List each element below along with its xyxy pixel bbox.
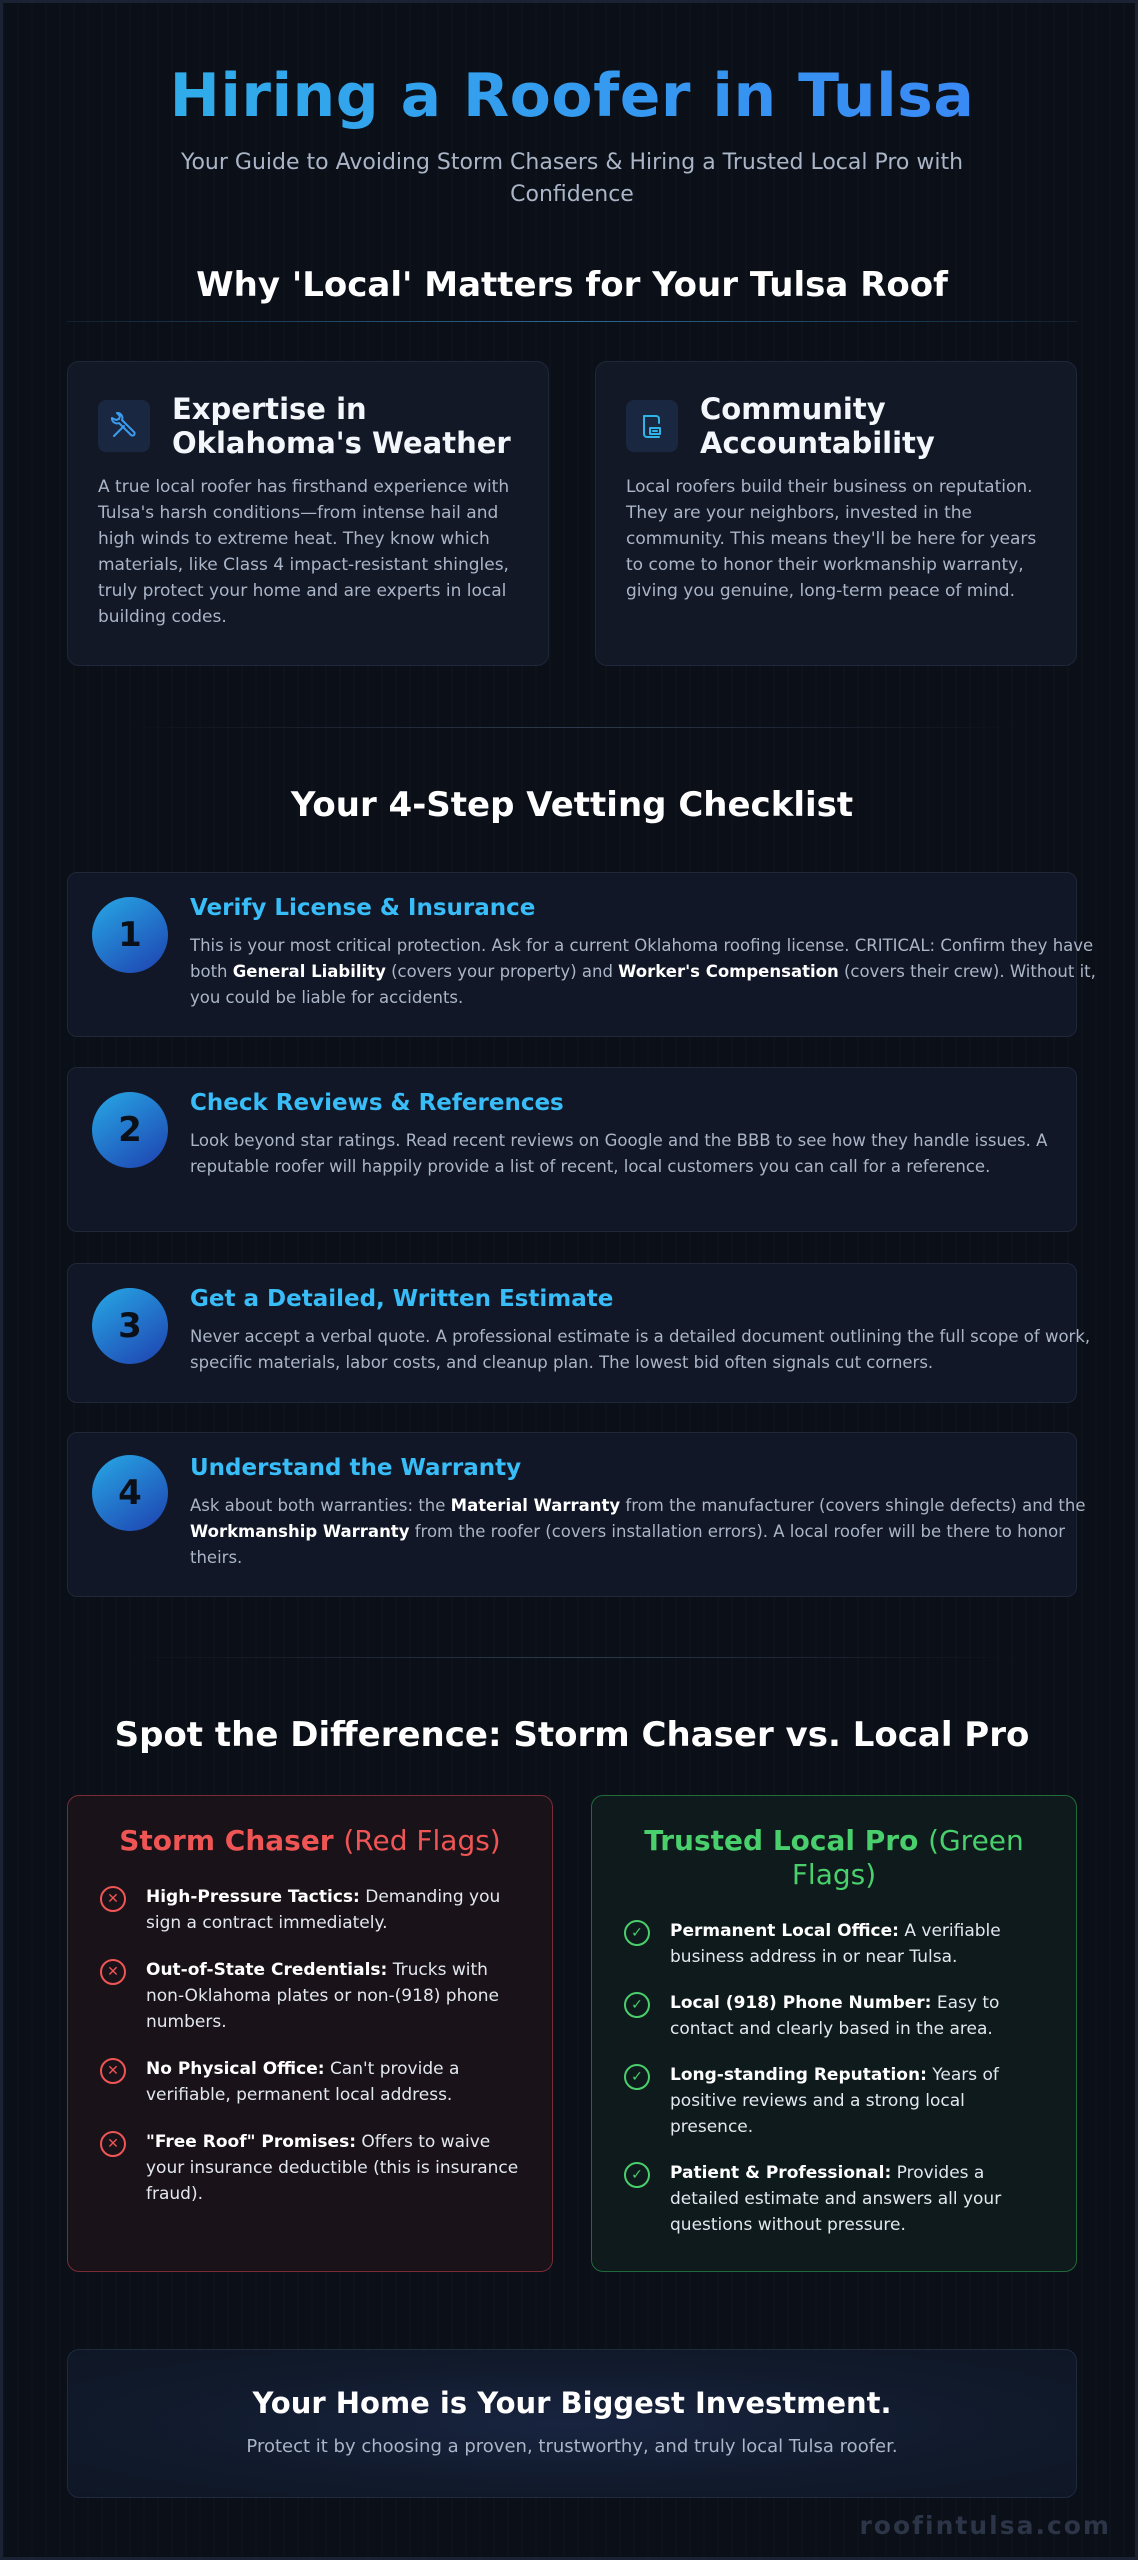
page-subtitle: Your Guide to Avoiding Storm Chasers & Hiring a Trusted Local Pro with Confidence xyxy=(180,150,964,207)
step-title: Verify License & Insurance xyxy=(190,895,536,921)
step-text: Ask about both warranties: the Material Warranty from the manufacturer (covers shingle defects) and the Workmanship Warranty from the roofer (covers installation errors). A local roofer will be there to honor theirs. xyxy=(190,1496,1086,1567)
section-separator xyxy=(123,727,1021,728)
step-card-3 xyxy=(67,1263,1091,1403)
cta-box xyxy=(67,2349,1077,2498)
footer-brand: roofintulsa.com xyxy=(859,2511,1111,2540)
check-circle-icon: ✓ xyxy=(624,1920,650,1946)
local-pro-title: Trusted Local Pro (Green Flags) xyxy=(644,1824,1024,1891)
local-pro-panel: Trusted Local Pro (Green Flags) ✓ Permanent Local Office: A verifiable business address in or near Tulsa. ✓ Local (918) Phone Number: Easy to contact and clearly based in the area. ✓ Long-standing Reputation: Years of positive reviews and a strong local presence. ✓ Patient & Professional: Provides a detailed estimate and answers all your questions without pressure. xyxy=(591,1795,1077,2272)
local-section-title: Why 'Local' Matters for Your Tulsa Roof xyxy=(196,265,948,305)
storm-chaser-title: Storm Chaser (Red Flags) xyxy=(119,1824,501,1857)
expertise-card-text: A true local roofer has firsthand experience with Tulsa's harsh conditions—from intense hail and high winds to extreme heat. They know which materials, like Class 4 impact-resistant shingles, truly protect your home and are experts in local building codes. xyxy=(98,477,510,627)
check-circle-icon: ✓ xyxy=(624,2162,650,2188)
accountability-card-text: Local roofers build their business on reputation. They are your neighbors, invested in the community. This means they'll be here for years to come to honor their workmanship warranty, giving you genuine, long-term peace of mind. xyxy=(626,477,1037,601)
step-card-4 xyxy=(67,1432,1086,1597)
step-number-badge: 2 xyxy=(92,1092,168,1168)
expertise-card xyxy=(67,361,549,666)
cta-text: Protect it by choosing a proven, trustworthy, and truly local Tulsa roofer. xyxy=(246,2436,898,2457)
step-number-badge: 3 xyxy=(92,1288,168,1364)
step-text: Never accept a verbal quote. A professional estimate is a detailed document outlining the full scope of work, specific materials, labor costs, and cleanup plan. The lowest bid often signals cut corners. xyxy=(190,1327,1091,1372)
step-title: Check Reviews & References xyxy=(190,1090,564,1116)
cta-title: Your Home is Your Biggest Investment. xyxy=(252,2386,892,2420)
step-title: Understand the Warranty xyxy=(190,1455,522,1481)
comparison-title: Spot the Difference: Storm Chaser vs. Local Pro xyxy=(114,1715,1030,1755)
step-text: This is your most critical protection. Ask for a current Oklahoma roofing license. CRITICAL: Confirm they have both General Liability (covers your property) and Worker's Compensation (covers their crew). Without it, you could be liable for accidents. xyxy=(190,936,1096,1007)
accountability-card-title: Community Accountability xyxy=(700,392,935,460)
section-divider xyxy=(67,321,1077,322)
check-circle-icon: ✓ xyxy=(624,1992,650,2018)
check-circle-icon: ✓ xyxy=(624,2064,650,2090)
step-number-badge: 4 xyxy=(92,1455,168,1531)
section-separator xyxy=(123,1657,1021,1658)
x-circle-icon: ✕ xyxy=(100,2131,126,2157)
page-title: Hiring a Roofer in Tulsa xyxy=(3,61,1138,131)
x-circle-icon: ✕ xyxy=(100,1959,126,1985)
step-card-2 xyxy=(67,1067,1077,1232)
tools-icon xyxy=(98,400,150,452)
expertise-card-title: Expertise in Oklahoma's Weather xyxy=(172,392,511,460)
x-circle-icon: ✕ xyxy=(100,2058,126,2084)
accountability-card xyxy=(595,361,1077,666)
step-text: Look beyond star ratings. Read recent reviews on Google and the BBB to see how they handle issues. A reputable roofer will happily provide a list of recent, local customers you can call for a reference. xyxy=(190,1131,1048,1176)
x-circle-icon: ✕ xyxy=(100,1886,126,1912)
checklist-title: Your 4-Step Vetting Checklist xyxy=(290,785,854,825)
step-title: Get a Detailed, Written Estimate xyxy=(190,1286,614,1312)
handshake-icon xyxy=(626,400,678,452)
step-number-badge: 1 xyxy=(92,897,168,973)
step-card-1 xyxy=(67,872,1096,1037)
storm-chaser-panel: Storm Chaser (Red Flags) ✕ High-Pressure Tactics: Demanding you sign a contract immediately. ✕ Out-of-State Credentials: Trucks with non-Oklahoma plates or non-(918) phone numbers. ✕ No Physical Office: Can't provide a verifiable, permanent local address. ✕ "Free Roof" Promises: Offers to waive your insurance deductible (this is insurance fraud). xyxy=(67,1795,553,2272)
